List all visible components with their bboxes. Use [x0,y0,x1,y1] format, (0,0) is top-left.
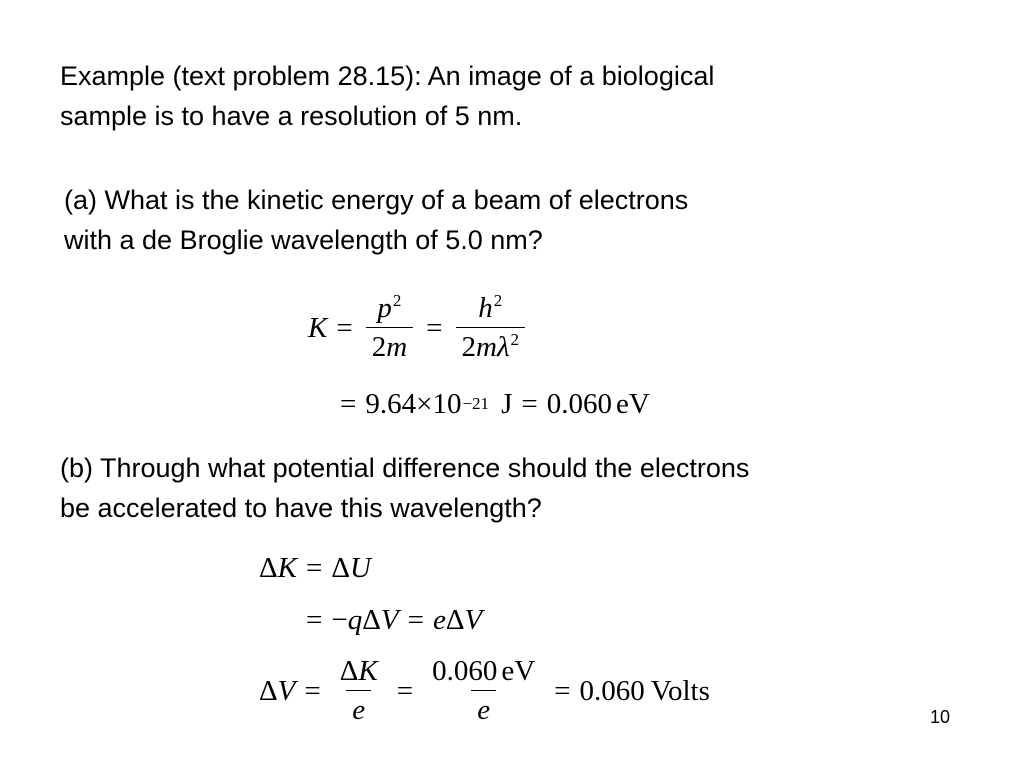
fraction-numerator: 0.060 eV [432,655,536,687]
fraction-numerator: ΔK [339,655,378,687]
eq-unit-joules: J [501,387,513,420]
intro-text [60,56,714,136]
intro-line-2: sample is to have a resolution of 5 nm. [60,101,523,131]
fraction-h2-over-2mlambda2 [456,290,526,363]
eq-equals: = [306,551,323,584]
eq-equals: = [407,603,424,636]
question-a [64,180,688,260]
eq-value-ev: 0.060 [546,387,612,420]
eq-unit-ev: eV [615,387,650,420]
eq-equals: = [306,603,323,636]
fraction-deltak-over-e [334,657,384,725]
intro-line-1: Example (text problem 28.15): An image of a biological [60,61,715,91]
fraction-numerator: $h^2$ [478,290,503,324]
fraction-denominator: e [471,690,496,725]
eq-equals: = [521,387,538,420]
eq-equals: = [340,387,357,420]
question-a-line-2: with a de Broglie wavelength of 5.0 nm? [64,225,543,255]
equation-a-line-2: = 9.64×10 −21 J = 0.060 eV [340,387,650,420]
question-b [60,448,749,528]
page-number: 10 [930,707,951,727]
question-b-line-1: (b) Through what potential difference should the electrons [60,453,750,483]
equation-b-line-2: = − q Δ V = e Δ V [306,603,483,636]
fraction-denominator: e [346,690,371,725]
eq-equals: = [554,674,571,707]
eq-equals: = [304,674,321,707]
eq-value-joules: 9.64×10 [365,387,462,420]
question-b-line-2: be accelerated to have this wavelength? [60,493,542,523]
equation-b-line-3: Δ V = $\frac{\Delta K}{e}$ = $\frac{0.060 eV}{e}$ = 0.060 Volts [259,655,710,726]
fraction-ev-over-e [426,657,541,725]
fraction-numerator: $p^2$ [377,290,402,324]
fraction-p2-over-2m [366,290,413,363]
equation-b-line-1: Δ K = Δ U [259,551,371,584]
fraction-denominator: $2m\lambda^2$ [456,327,526,362]
fraction-denominator: 2m [366,327,413,362]
eq-equals: = [426,311,443,344]
eq-equals: = [396,674,414,707]
eq-result-unit: Volts [650,674,710,707]
eq-result-value: 0.060 [579,674,645,707]
eq-equals: = [336,311,353,344]
eq-symbol-k: K [308,311,328,344]
question-a-line-1: (a) What is the kinetic energy of a beam of electrons [64,185,689,215]
equation-a-line-1 [308,288,529,368]
